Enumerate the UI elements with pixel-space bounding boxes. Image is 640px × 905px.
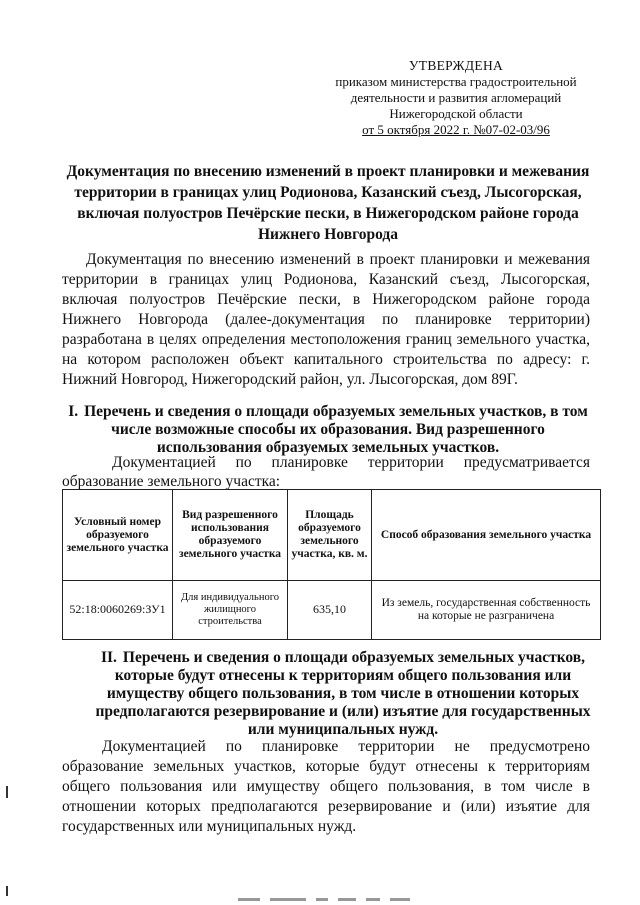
approval-line-3: Нижегородской области bbox=[389, 106, 523, 121]
approval-date: от 5 октября 2022 г. №07-02-03/96 bbox=[362, 122, 550, 137]
intro-paragraph: Документация по внесению изменений в проект планировки и межевания территории в границах улиц Родионова, Казанский съезд, Лысогорская, включая полуостров Печёрские пески, в Нижегородском районе города Нижнего Новгорода (далее-документация по планировке территории) разработана в целях определения местоположения границ земельного участка, на котором расположен объект капитального строительства по адресу: г. Нижний Новгород, Нижегородский район, ул. Лысогорская, дом 89Г. bbox=[62, 251, 590, 388]
table-header-cell: Способ образования земельного участка bbox=[372, 490, 601, 581]
section-1-paragraph: Документацией по планировке территории предусматривается образование земельного участка: bbox=[62, 454, 590, 490]
scan-margin-mark bbox=[6, 886, 8, 896]
section-2-paragraph: Документацией по планировке территории не предусмотрено образование земельных участков, которые будут отнесены к территориям общего пользования или имуществу общего пользования, в том числе в отношении которых предполагаются резервирование и (или) изъятие для государственных или муниципальных нужд. bbox=[62, 738, 590, 835]
section-1-number: I. bbox=[68, 403, 79, 420]
land-plots-table bbox=[62, 489, 601, 640]
approval-line-1: приказом министерства градостроительной bbox=[335, 74, 577, 89]
table-row bbox=[63, 581, 601, 640]
area-cell: 635,10 bbox=[288, 581, 372, 640]
approval-heading: УТВЕРЖДЕНА bbox=[408, 58, 504, 73]
section-1-heading bbox=[64, 403, 592, 457]
approval-line-2: деятельности и развития агломераций bbox=[350, 90, 562, 105]
table-header-row bbox=[63, 490, 601, 581]
section-2-number: II. bbox=[100, 649, 117, 666]
scan-margin-mark bbox=[6, 786, 8, 798]
section-2-heading-text: Перечень и сведения о площади образуемых земельных участков, которые будут отнесены к территориям общего пользования или имуществу общего пользования, в том числе в отношении которых предполагаются резервирование и (или) изъятие для государственных или муниципальных нужд. bbox=[95, 649, 591, 738]
approval-block bbox=[322, 58, 590, 138]
table-header-cell: Условный номер образуемого земельного участка bbox=[63, 490, 173, 581]
table-header-cell: Вид разрешенного использования образуемого земельного участка bbox=[173, 490, 288, 581]
plot-number-cell: 52:18:0060269:ЗУ1 bbox=[63, 581, 173, 640]
permitted-use-cell: Для индивидуального жилищного строительства bbox=[173, 581, 288, 640]
section-1-heading-text: Перечень и сведения о площади образуемых земельных участков, в том числе возможные способы их образования. Вид разрешенного использования образуемых земельных участков. bbox=[84, 403, 588, 456]
document-title: Документация по внесению изменений в проект планировки и межевания территории в границах улиц Родионова, Казанский съезд, Лысогорская, включая полуостров Печёрские пески, в Нижегородском районе города Нижнего Новгорода bbox=[66, 163, 590, 243]
scan-artifact-footer bbox=[238, 897, 458, 901]
section-2-heading bbox=[88, 649, 598, 739]
formation-method-cell: Из земель, государственная собственность на которые не разграничена bbox=[372, 581, 601, 640]
table-header-cell: Площадь образуемого земельного участка, кв. м. bbox=[288, 490, 372, 581]
